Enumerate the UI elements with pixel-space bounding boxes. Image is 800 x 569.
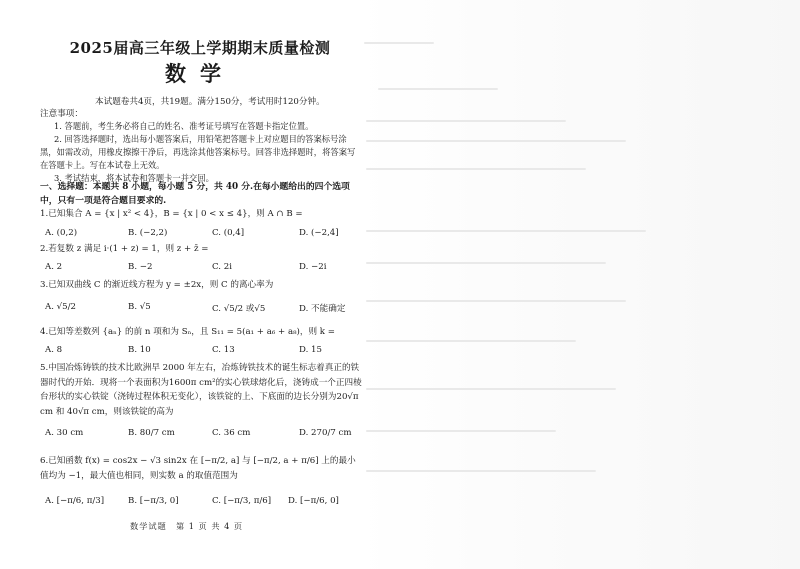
option: D. −2i (299, 262, 327, 272)
question-stem: 1.已知集合 A = {x | x² < 4}，B = {x | 0 < x ≤ 4}，则 A ∩ B = (40, 209, 303, 219)
option: C. √5/2 或√5 (212, 304, 266, 314)
section-heading: 一、选择题：本题共 8 小题，每小题 5 分，共 40 分.在每小题给出的四个选项中，只有一项是符合题目要求的. (40, 182, 350, 206)
option: C. 36 cm (212, 428, 251, 438)
faint-mark (366, 430, 556, 432)
option: B. 10 (128, 345, 151, 355)
question-stem: 5.中国冶炼铸铁的技术比欧洲早 2000 年左右，冶炼铸铁技术的诞生标志着真正的铁器时代的开始．现将一个表面积为1600π cm²的实心铁球熔化后，浇铸成一个正四棱台形状的实心铁锭（浇铸过程体积无变化），该铁锭的上、下底面的边长分别为20√π cm 和 40√π cm，则该铁锭的高为 (40, 363, 362, 417)
option: C. 2i (212, 262, 232, 272)
faint-mark (378, 88, 498, 90)
option: B. √5 (128, 302, 151, 312)
option: D. (−2,4] (299, 228, 339, 238)
option: A. 2 (45, 262, 63, 272)
option: B. −2 (128, 262, 153, 272)
option: A. √5/2 (45, 302, 76, 312)
option: D. 不能确定 (299, 304, 346, 314)
option: D. 270/7 cm (299, 428, 352, 438)
option: B. 80/7 cm (128, 428, 175, 438)
option: A. [−π/6, π/3] (45, 496, 105, 506)
note-item: 2. 回答选择题时，选出每小题答案后，用铅笔把答题卡上对应题目的答案标号涂黑，如需改动，用橡皮擦擦干净后，再选涂其他答案标号。回答非选择题时，将答案写在答题卡上。写在本试卷上无效。 (40, 134, 356, 170)
option: C. [−π/3, π/6] (212, 496, 272, 506)
option: A. (0,2) (45, 228, 78, 238)
question-stem: 3.已知双曲线 C 的渐近线方程为 y = ±2x，则 C 的离心率为 (40, 280, 274, 290)
exam-title: 2025届高三年级上学期期末质量检测 (69, 39, 331, 57)
option: B. [−π/3, 0] (128, 496, 179, 506)
page-footer: 数学试题 第 1 页 共 4 页 (130, 521, 244, 531)
faint-mark (366, 300, 626, 302)
faint-mark (366, 470, 596, 472)
option: A. 30 cm (45, 428, 84, 438)
option: D. [−π/6, 0] (288, 496, 339, 506)
option: C. 13 (212, 345, 235, 355)
option: D. 15 (299, 345, 322, 355)
subject-title: 数学 (165, 61, 235, 86)
note-item: 1. 答题前，考生务必将自己的姓名、准考证号填写在答题卡指定位置。 (54, 121, 314, 131)
faint-mark (366, 340, 576, 342)
option: C. (0,4] (212, 228, 245, 238)
option: A. 8 (45, 345, 63, 355)
faint-mark (366, 120, 566, 122)
question-stem: 4.已知等差数列 {aₙ} 的前 n 项和为 Sₙ，且 S₁₁ = 5(a₁ + a₆ + a₈)，则 k = (40, 327, 335, 337)
faint-mark (366, 168, 586, 170)
question-stem: 2.若复数 z 满足 i·(1 + z) = 1，则 z + z̄ = (40, 244, 209, 254)
faint-mark (366, 230, 646, 232)
exam-intro: 本试题卷共4页，共19题。满分150分，考试用时120分钟。 (95, 97, 325, 107)
faint-mark (366, 262, 606, 264)
notes-heading: 注意事项： (40, 109, 83, 119)
faint-mark (366, 388, 616, 390)
faint-mark (366, 140, 626, 142)
option: B. (−2,2) (128, 228, 168, 238)
question-stem: 6.已知函数 f(x) = cos2x − √3 sin2x 在 [−π/2, a] 与 [−π/2, a + π/6] 上的最小值均为 −1，最大值也相同，则实数 a 的取值范围为 (40, 456, 356, 481)
note-item: 3. 考试结束，将本试卷和答题卡一并交回。 (54, 173, 214, 183)
